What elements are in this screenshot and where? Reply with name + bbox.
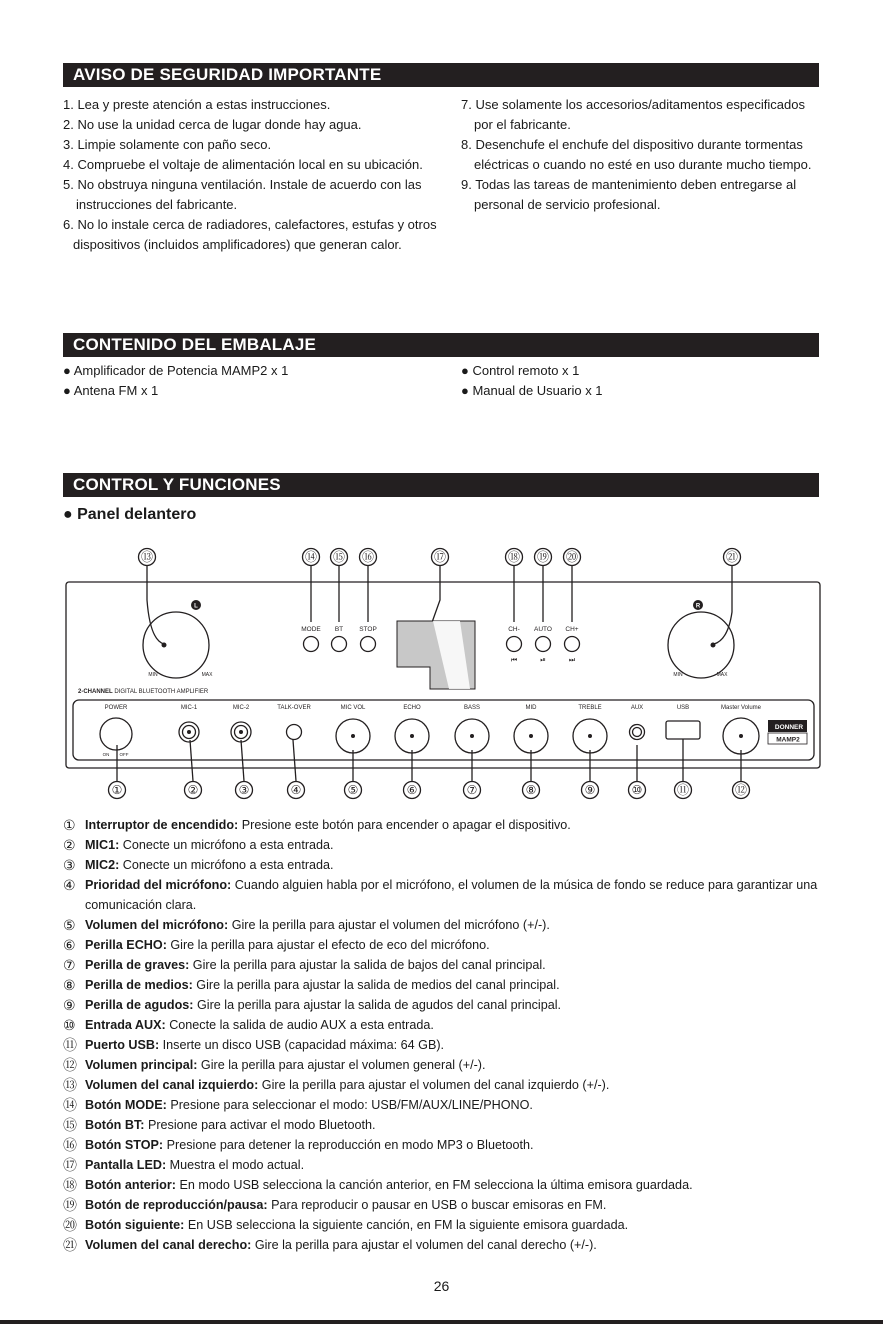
legend-item xyxy=(63,955,833,975)
callout-2: ② xyxy=(187,783,199,797)
legend-item xyxy=(63,1015,833,1035)
callout-19: ⑲ xyxy=(536,550,550,564)
legend-number: ⑰ xyxy=(63,1157,77,1173)
legend-item xyxy=(63,1235,833,1255)
legend-title: Interruptor de encendido: xyxy=(85,818,239,832)
power-off-label: OFF xyxy=(119,752,129,757)
right-volume-knob xyxy=(668,612,734,678)
treble-label: TREBLE xyxy=(578,705,602,711)
bass-label: BASS xyxy=(463,705,481,711)
legend-title: Pantalla LED: xyxy=(85,1158,167,1172)
callout-5: ⑤ xyxy=(347,783,359,797)
bt-label: BT xyxy=(334,626,344,633)
legend-text: Inserte un disco USB (capacidad máxima: 64 GB). xyxy=(159,1038,445,1052)
callout-17: ⑰ xyxy=(433,550,447,564)
legend-text: En modo USB selecciona la canción anterior, en FM selecciona la última emisora guardada. xyxy=(175,1178,693,1192)
safety-item-6: 6. No lo instale cerca de radiadores, calefactores, estufas y otros xyxy=(63,217,437,232)
legend-title: Perilla de graves: xyxy=(85,958,190,972)
legend-number: ⑲ xyxy=(63,1197,77,1213)
legend-title: Volumen del canal izquierdo: xyxy=(85,1078,259,1092)
legend-title: Volumen del canal derecho: xyxy=(85,1238,252,1252)
legend-number: ④ xyxy=(63,877,76,893)
callout-18: ⑱ xyxy=(507,550,521,564)
left-max-label: MAX xyxy=(201,672,213,678)
callout-20: ⑳ xyxy=(565,550,579,564)
legend-item xyxy=(63,1215,833,1235)
right-max-label: MAX xyxy=(716,672,728,678)
mic-vol-label: MIC VOL xyxy=(340,705,366,711)
mic1-label: MIC-1 xyxy=(180,705,198,711)
legend-item xyxy=(63,1095,833,1115)
legend-title: Volumen del micrófono: xyxy=(85,918,229,932)
model-description: 2-CHANNEL DIGITAL BLUETOOTH AMPLIFIER xyxy=(78,689,209,695)
next-button xyxy=(565,637,580,652)
usb-port xyxy=(666,721,700,739)
prev-button xyxy=(507,637,522,652)
package-item-antenna: ● Antena FM x 1 xyxy=(63,383,159,398)
package-list-right xyxy=(461,361,831,401)
legend-text: Presione para detener la reproducción en modo MP3 o Bluetooth. xyxy=(163,1138,534,1152)
legend-item xyxy=(63,915,833,935)
legend-number: ㉑ xyxy=(63,1237,77,1253)
callout-8: ⑧ xyxy=(525,783,537,797)
legend-item xyxy=(63,1195,833,1215)
callout-15: ⑮ xyxy=(332,550,346,564)
callout-13: ⑬ xyxy=(140,550,154,564)
master-volume-label: Master Volume xyxy=(720,705,762,711)
legend-number: ② xyxy=(63,837,76,853)
legend-title: Botón BT: xyxy=(85,1118,145,1132)
safety-item-4: 4. Compruebe el voltaje de alimentación local en su ubicación. xyxy=(63,157,423,172)
auto-label: AUTO xyxy=(534,626,552,633)
package-header: CONTENIDO DEL EMBALAJE xyxy=(63,333,819,357)
front-panel-diagram xyxy=(0,540,883,810)
legend-title: Botón STOP: xyxy=(85,1138,164,1152)
page-number: 26 xyxy=(433,1278,450,1294)
safety-list-right xyxy=(461,95,831,215)
mode-button xyxy=(304,637,319,652)
legend-title: Botón de reproducción/pausa: xyxy=(85,1198,268,1212)
legend-item xyxy=(63,1175,833,1195)
callout-4: ④ xyxy=(290,783,302,797)
stop-label: STOP xyxy=(359,626,377,633)
left-channel-mark: L xyxy=(194,603,198,610)
legend-text: Presione este botón para encender o apagar el dispositivo. xyxy=(238,818,571,832)
callout-1: ① xyxy=(111,783,123,797)
ch-plus-label: CH+ xyxy=(565,626,579,633)
legend-number: ⑬ xyxy=(63,1077,77,1093)
legend-number: ⑦ xyxy=(63,957,76,973)
right-channel-mark: R xyxy=(695,603,701,610)
safety-list-left xyxy=(63,95,453,255)
aux-label: AUX xyxy=(630,705,644,711)
legend-text: Gire la perilla para ajustar el volumen del canal izquierdo (+/-). xyxy=(258,1078,610,1092)
stop-button xyxy=(361,637,376,652)
legend-title: MIC1: xyxy=(85,838,120,852)
left-min-label: MIN xyxy=(148,672,158,678)
echo-label: ECHO xyxy=(403,705,421,711)
legend-item xyxy=(63,1115,833,1135)
legend-text: Gire la perilla para ajustar la salida de medios del canal principal. xyxy=(192,978,560,992)
legend-title: Botón anterior: xyxy=(85,1178,176,1192)
play-pause-icon: ⏯ xyxy=(540,657,546,664)
legend-item xyxy=(63,815,833,835)
callout-12: ⑫ xyxy=(734,783,748,797)
legend-text: Conecte un micrófono a esta entrada. xyxy=(119,858,334,872)
legend-title: Perilla de agudos: xyxy=(85,998,194,1012)
legend-number: ① xyxy=(63,817,76,833)
legend-title: Volumen principal: xyxy=(85,1058,198,1072)
legend-number: ⑥ xyxy=(63,937,76,953)
legend-number: ⑮ xyxy=(63,1117,77,1133)
legend-text: Muestra el modo actual. xyxy=(166,1158,305,1172)
legend-text: Gire la perilla para ajustar el volumen del canal derecho (+/-). xyxy=(251,1238,597,1252)
legend-item xyxy=(63,1155,833,1175)
mic2-label: MIC-2 xyxy=(232,705,250,711)
brand-logo: DONNER xyxy=(774,724,804,731)
legend-item xyxy=(63,1035,833,1055)
safety-item-8-cont: eléctricas o cuando no esté en uso durante mucho tiempo. xyxy=(474,157,812,172)
model-name: MAMP2 xyxy=(776,736,800,744)
next-icon: ⏭ xyxy=(568,657,576,664)
safety-item-3: 3. Limpie solamente con paño seco. xyxy=(63,137,272,152)
legend-number: ⑨ xyxy=(63,997,76,1013)
package-item-manual: ● Manual de Usuario x 1 xyxy=(461,383,603,398)
legend-number: ⑭ xyxy=(63,1097,77,1113)
package-item-amplifier: ● Amplificador de Potencia MAMP2 x 1 xyxy=(63,363,289,378)
legend-number: ⑪ xyxy=(63,1037,77,1053)
legend-text-continued: comunicación clara. xyxy=(85,898,197,912)
front-panel-title: ● Panel delantero xyxy=(63,506,197,523)
legend-text: Gire la perilla para ajustar la salida de bajos del canal principal. xyxy=(189,958,546,972)
legend-text: Presione para activar el modo Bluetooth. xyxy=(144,1118,376,1132)
safety-item-5: 5. No obstruya ninguna ventilación. Instale de acuerdo con las xyxy=(63,177,422,192)
legend-item xyxy=(63,935,833,955)
callout-10: ⑩ xyxy=(631,783,643,797)
legend-number: ⑧ xyxy=(63,977,76,993)
ch-minus-label: CH- xyxy=(508,626,520,633)
safety-item-6-cont: dispositivos (incluidos amplificadores) que generan calor. xyxy=(73,237,402,252)
power-on-label: ON xyxy=(102,752,110,757)
legend-number: ③ xyxy=(63,857,76,873)
legend-title: Perilla de medios: xyxy=(85,978,193,992)
package-list-left xyxy=(63,361,453,401)
legend-text: Gire la perilla para ajustar la salida de agudos del canal principal. xyxy=(193,998,562,1012)
controls-header: CONTROL Y FUNCIONES xyxy=(63,473,819,497)
callout-9: ⑨ xyxy=(584,783,596,797)
callout-14: ⑭ xyxy=(304,550,318,564)
legend-title: Perilla ECHO: xyxy=(85,938,167,952)
footer-rule xyxy=(0,1320,883,1324)
legend-number: ⑫ xyxy=(63,1057,77,1073)
usb-label: USB xyxy=(676,705,690,711)
safety-item-1: 1. Lea y preste atención a estas instrucciones. xyxy=(63,97,331,112)
safety-item-9: 9. Todas las tareas de mantenimiento deben entregarse al xyxy=(461,177,797,192)
legend-number: ⑯ xyxy=(63,1137,77,1153)
legend-text: Para reproducir o pausar en USB o buscar emisoras en FM. xyxy=(267,1198,607,1212)
safety-item-7: 7. Use solamente los accesorios/aditamentos especificados xyxy=(461,97,805,112)
safety-item-9-cont: personal de servicio profesional. xyxy=(474,197,661,212)
legend-text: Conecte la salida de audio AUX a esta entrada. xyxy=(165,1018,434,1032)
power-button xyxy=(100,718,132,750)
right-min-label: MIN xyxy=(673,672,683,678)
legend-number: ⑱ xyxy=(63,1177,77,1193)
callout-11: ⑪ xyxy=(676,783,690,797)
talkover-label: TALK-OVER xyxy=(277,705,311,711)
aux-jack xyxy=(630,725,645,740)
legend-item xyxy=(63,1055,833,1075)
safety-item-7-cont: por el fabricante. xyxy=(474,117,571,132)
legend-text: Gire la perilla para ajustar el volumen general (+/-). xyxy=(197,1058,486,1072)
power-label: POWER xyxy=(104,705,128,711)
legend-text: En USB selecciona la siguiente canción, en FM la siguiente emisora guardada. xyxy=(184,1218,629,1232)
callout-6: ⑥ xyxy=(406,783,418,797)
safety-item-5-cont: instrucciones del fabricante. xyxy=(76,197,238,212)
safety-item-8: 8. Desenchufe el enchufe del dispositivo durante tormentas xyxy=(461,137,803,152)
callout-21: ㉑ xyxy=(725,550,739,564)
legend-text: Gire la perilla para ajustar el efecto de eco del micrófono. xyxy=(166,938,490,952)
package-item-remote: ● Control remoto x 1 xyxy=(461,363,580,378)
legend-item xyxy=(63,995,833,1015)
legend-text: Cuando alguien habla por el micrófono, el volumen de la música de fondo se reduce para garantizar una xyxy=(231,878,818,892)
callout-16: ⑯ xyxy=(361,550,375,564)
legend-item xyxy=(63,875,833,895)
legend-number: ⑳ xyxy=(63,1217,77,1233)
left-volume-knob xyxy=(143,612,209,678)
legend-item xyxy=(63,835,833,855)
legend-number: ⑤ xyxy=(63,917,76,933)
controls-legend xyxy=(63,815,833,1255)
legend-title: Entrada AUX: xyxy=(85,1018,166,1032)
safety-header: AVISO DE SEGURIDAD IMPORTANTE xyxy=(63,63,819,87)
play-pause-button xyxy=(536,637,551,652)
legend-title: Puerto USB: xyxy=(85,1038,160,1052)
legend-item xyxy=(63,855,833,875)
legend-title: MIC2: xyxy=(85,858,120,872)
legend-text: Conecte un micrófono a esta entrada. xyxy=(119,838,334,852)
mode-label: MODE xyxy=(301,626,321,633)
legend-text: Gire la perilla para ajustar el volumen del micrófono (+/-). xyxy=(228,918,550,932)
legend-title: Botón siguiente: xyxy=(85,1218,185,1232)
legend-number: ⑩ xyxy=(63,1017,76,1033)
bt-button xyxy=(332,637,347,652)
legend-item xyxy=(63,975,833,995)
prev-icon: ⏮ xyxy=(510,657,518,664)
safety-item-2: 2. No use la unidad cerca de lugar donde hay agua. xyxy=(63,117,362,132)
legend-text: Presione para seleccionar el modo: USB/FM/AUX/LINE/PHONO. xyxy=(166,1098,533,1112)
legend-item xyxy=(63,1075,833,1095)
mid-label: MID xyxy=(525,705,537,711)
callout-7: ⑦ xyxy=(466,783,478,797)
legend-title: Botón MODE: xyxy=(85,1098,167,1112)
legend-item xyxy=(63,1135,833,1155)
callout-3: ③ xyxy=(238,783,250,797)
legend-title: Prioridad del micrófono: xyxy=(85,878,232,892)
talkover-button xyxy=(287,725,302,740)
